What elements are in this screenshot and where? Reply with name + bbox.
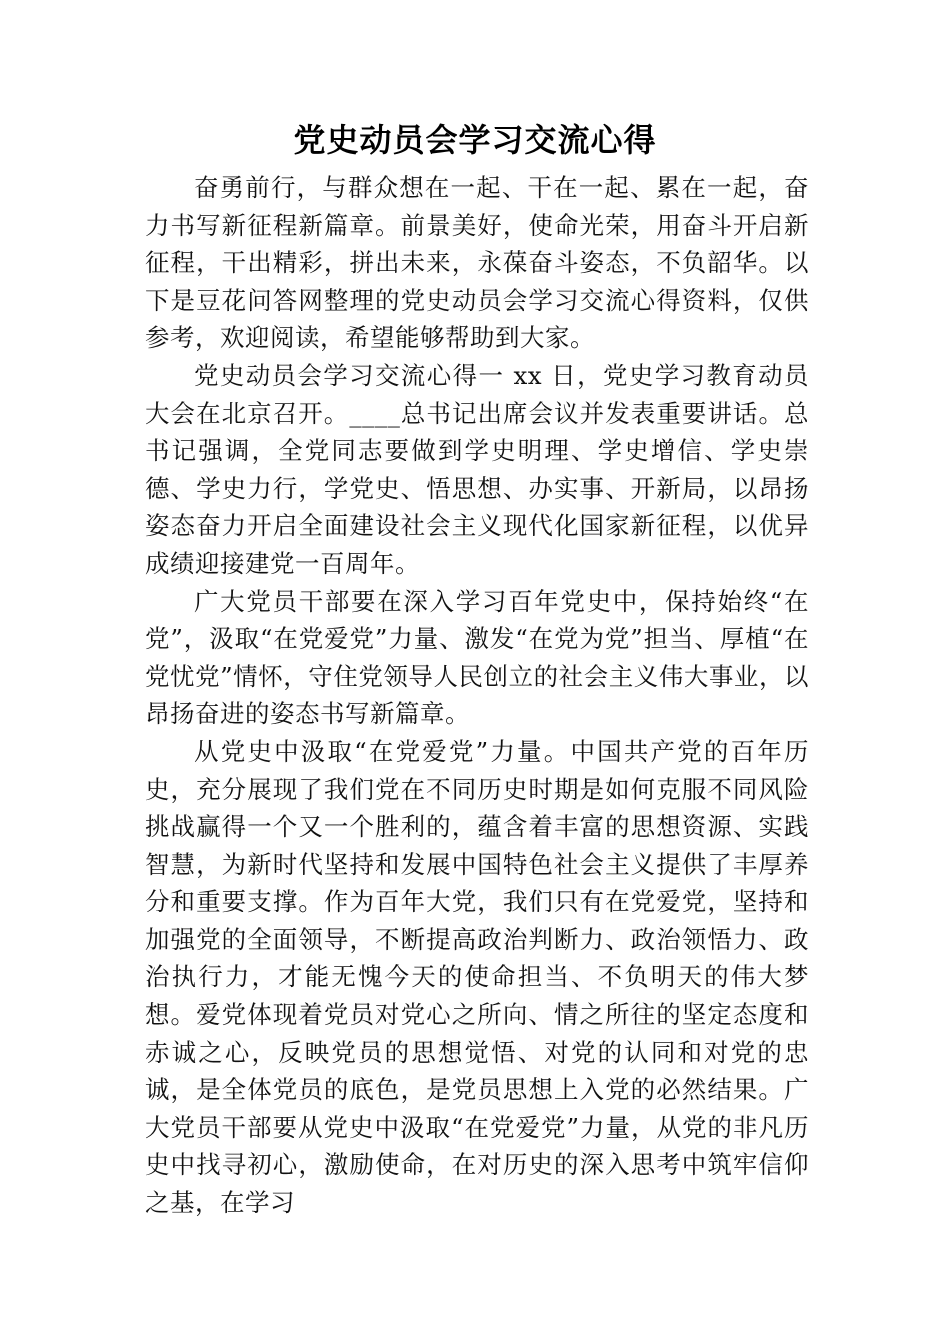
paragraph-3: 从党史中汲取“在党爱党”力量。中国共产党的百年历史，充分展现了我们党在不同历史时期是如何克服不同风险挑战赢得一个又一个胜利的，蕴含着丰富的思想资源、实践智慧，为新时代坚持和发展中国特色社会主义提供了丰厚养分和重要支撑。作为百年大党，我们只有在党爱党，坚持和加强党的全面领导，不断提高政治判断力、政治领悟力、政治执行力，才能无愧今天的使命担当、不负明天的伟大梦想。爱党体现着党员对党心之所向、情之所往的坚定态度和赤诚之心，反映党员的思想觉悟、对党的认同和对党的忠诚，是全体党员的底色，是党员思想上入党的必然结果。广大党员干部要从党史中汲取“在党爱党”力量，从党的非凡历史中找寻初心，激励使命，在对历史的深入思考中筑牢信仰之基，在学习 (145, 736, 809, 1218)
paragraph-1: 党史动员会学习交流心得一 xx 日，党史学习教育动员大会在北京召开。____总书记出席会议并发表重要讲话。总书记强调，全党同志要做到学史明理、学史增信、学史崇德、学史力行，学党史、悟思想、办实事、开新局，以昂扬姿态奋力开启全面建设社会主义现代化国家新征程，以优异成绩迎接建党一百周年。 (145, 360, 809, 578)
paragraph-2: 广大党员干部要在深入学习百年党史中，保持始终“在党”，汲取“在党爱党”力量、激发“在党为党”担当、厚植“在党忧党”情怀，守住党领导人民创立的社会主义伟大事业，以昂扬奋进的姿态书写新篇章。 (145, 586, 809, 729)
document-title: 党史动员会学习交流心得 (293, 121, 657, 159)
document-body (145, 169, 809, 1222)
paragraph-intro: 奋勇前行，与群众想在一起、干在一起、累在一起，奋力书写新征程新篇章。前景美好，使命光荣，用奋斗开启新征程，干出精彩，拼出未来，永葆奋斗姿态，不负韶华。以下是豆花问答网整理的党史动员会学习交流心得资料，仅供参考，欢迎阅读，希望能够帮助到大家。 (145, 173, 809, 353)
